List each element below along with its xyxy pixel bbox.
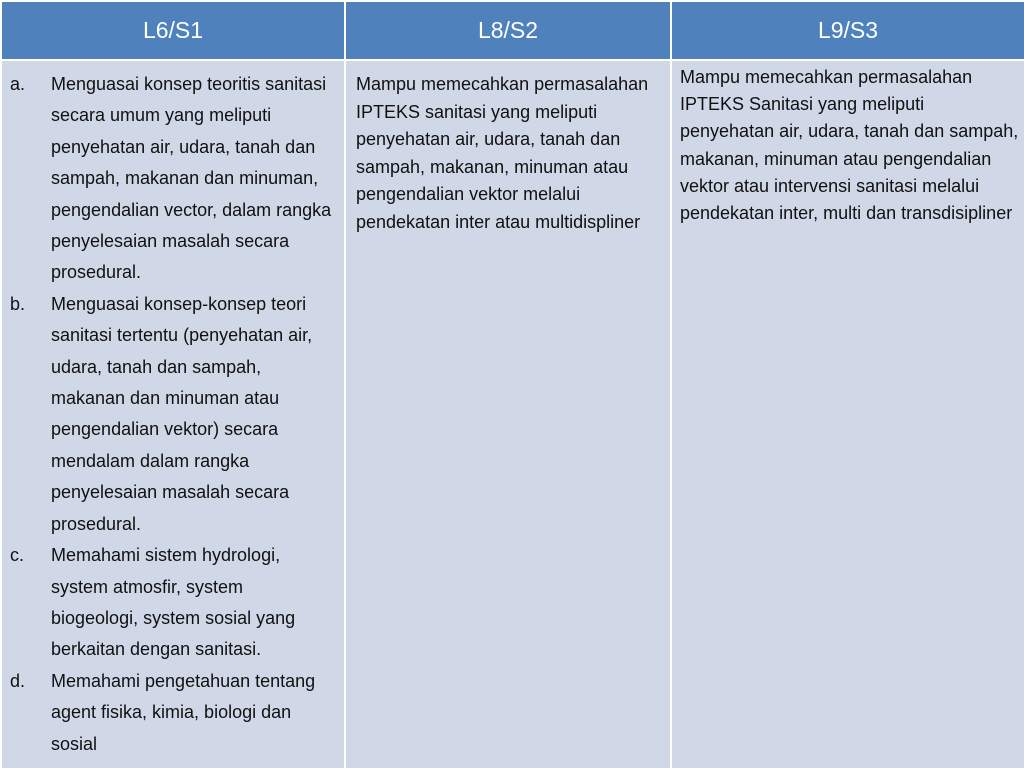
header-l8-s2: L8/S2 bbox=[345, 1, 671, 60]
l6-s1-list bbox=[10, 69, 334, 760]
list-item bbox=[10, 540, 334, 666]
list-item-text: Menguasai konsep teoritis sanitasi secara umum yang meliputi penyehatan air, udara, tanah dan sampah, makanan dan minuman, pengendalian vector, dalam rangka penyelesaian masalah secara prosedural. bbox=[51, 74, 332, 283]
list-item bbox=[10, 289, 334, 540]
list-marker: a. bbox=[10, 74, 26, 94]
cell-l6-s1 bbox=[1, 60, 345, 768]
table-row bbox=[1, 60, 1024, 768]
list-item-text: Menguasai konsep-konsep teori sanitasi tertentu (penyehatan air, udara, tanah dan sampah, makanan dan minuman atau pengendalian vektor) secara mendalam dalam rangka penyelesaian masalah secara prosedural. bbox=[51, 293, 313, 534]
list-item-text: Memahami pengetahuan tentang agent fisika, kimia, biologi dan sosial bbox=[51, 670, 316, 754]
header-l9-s3: L9/S3 bbox=[671, 1, 1024, 60]
list-item-text: Memahami sistem hydrologi, system atmosfir, system biogeologi, system sosial yang berkaitan dengan sanitasi. bbox=[51, 545, 296, 660]
header-row bbox=[1, 1, 1024, 60]
list-marker: d. bbox=[10, 670, 26, 691]
list-marker: b. bbox=[10, 293, 26, 314]
header-l6-s1: L6/S1 bbox=[1, 1, 345, 60]
list-item bbox=[10, 69, 334, 289]
cell-l9-s3: Mampu memecahkan permasalahan IPTEKS Sanitasi yang meliputi penyehatan air, udara, tanah dan sampah, makanan, minuman atau pengendalian vektor atau intervensi sanitasi melalui pendekatan inter, multi dan transdisipliner bbox=[671, 60, 1024, 768]
list-item bbox=[10, 666, 334, 760]
list-marker: c. bbox=[10, 545, 25, 566]
cell-l8-s2: Mampu memecahkan permasalahan IPTEKS sanitasi yang meliputi penyehatan air, udara, tanah dan sampah, makanan, minuman atau pengendalian vektor melalui pendekatan inter atau multidispliner bbox=[345, 60, 671, 768]
